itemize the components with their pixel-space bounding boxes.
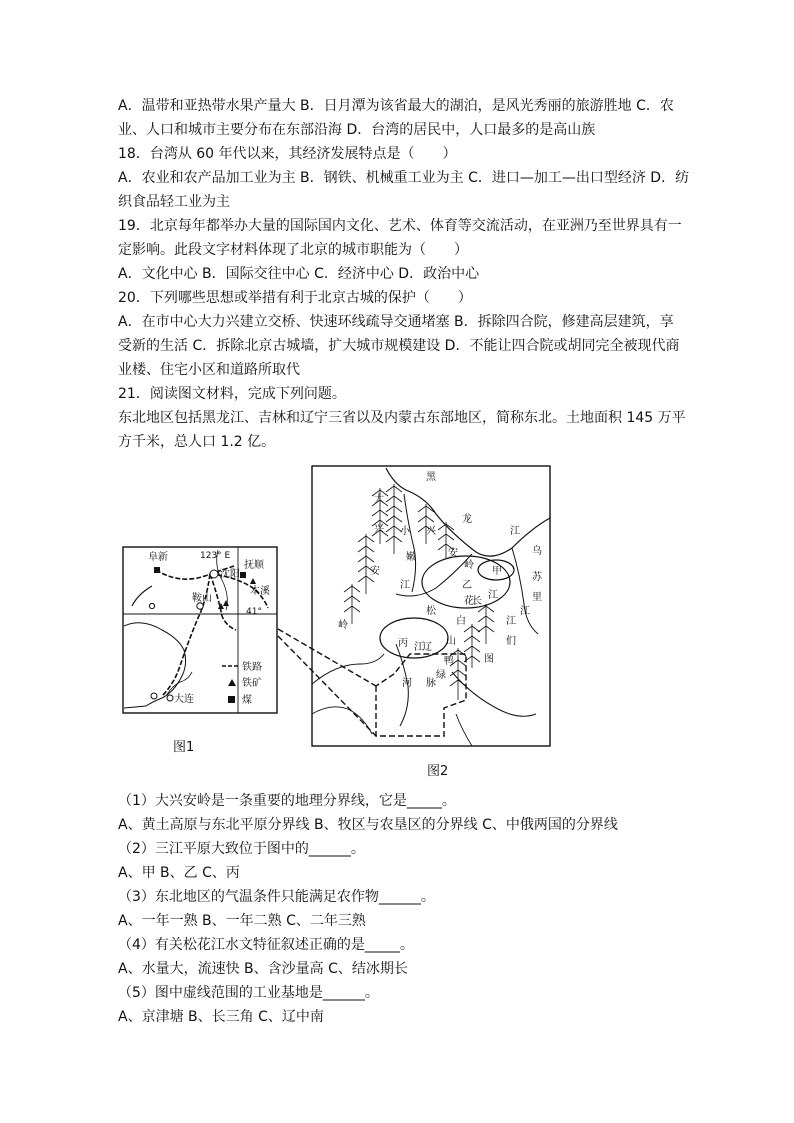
question-line: A、京津塘 B、长三角 C、辽中南 xyxy=(118,1009,324,1025)
fig2-label-an2: 安 xyxy=(448,548,458,559)
text-line: 20．下列哪些思想或举措有利于北京古城的保护（ ） xyxy=(118,290,472,306)
fig2-label-xing: 兴 xyxy=(374,524,384,535)
figure-1-map xyxy=(122,546,278,714)
text-line: 业、人口和城市主要分布在东部沿海 D．台湾的居民中，人口最多的是高山族 xyxy=(118,122,596,138)
text-line: A．文化中心 B．国际交往中心 C．经济中心 D．政治中心 xyxy=(118,266,480,282)
fig2-label-men: 们 xyxy=(506,636,516,647)
fig2-label-ling2: 岭 xyxy=(464,560,474,571)
fig2-label-wu: 乌 xyxy=(532,546,542,557)
figure-2-caption: 图2 xyxy=(427,764,449,779)
text-line: 定影响。此段文字材料体现了北京的城市职能为（ ） xyxy=(118,242,468,258)
text-line: 受新的生活 C．拆除北京古城墙，扩大城市规模建设 D．不能让四合院或胡同完全被现代商 xyxy=(118,338,680,354)
fig1-city-fuxin: 阜新 xyxy=(148,552,168,563)
question-line: （2）三江平原大致位于图中的______。 xyxy=(118,841,365,857)
fig2-label-nen: 嫩 xyxy=(406,552,416,563)
fig1-legend-iron: 铁矿 xyxy=(242,678,262,689)
text-line: A．农业和农产品加工业为主 B．钢铁、机械重工业为主 C．进口—加工—出口型经济 D．纺 xyxy=(118,170,690,186)
fig2-label-liao: 辽 xyxy=(422,642,432,653)
fig1-city-dalian: 大连 xyxy=(174,694,194,705)
fig2-label-bai: 白 xyxy=(456,616,466,627)
fig2-label-xiao: 小 xyxy=(400,526,410,537)
text-line: 18．台湾从 60 年代以来，其经济发展特点是（ ） xyxy=(118,146,457,162)
fig1-city-benxi: 本溪 xyxy=(250,586,270,597)
fig2-region-bing: 丙 xyxy=(398,638,408,649)
fig2-label-jiang3: 江 xyxy=(488,590,498,601)
text-line: A．温带和亚热带水果产量大 B．日月潭为该省最大的湖泊，是风光秀丽的旅游胜地 C．农 xyxy=(118,98,674,114)
fig2-label-da: 大 xyxy=(374,494,384,505)
fig2-label-lu: 绿 xyxy=(436,670,446,681)
question-line: A、甲 B、乙 C、丙 xyxy=(118,865,240,881)
fig2-label-shan: 山 xyxy=(446,636,456,647)
text-line: 方千米，总人口 1.2 亿。 xyxy=(118,434,276,450)
fig2-label-ling: 岭 xyxy=(338,620,348,631)
fig2-label-he: 河 xyxy=(402,678,412,689)
fig2-label-jiang4: 江 xyxy=(400,580,410,591)
fig2-label-li: 里 xyxy=(532,592,542,603)
fig1-city-shenyang: 沈阳 xyxy=(220,569,240,580)
fig2-label-jiang: 江 xyxy=(510,526,520,537)
fig1-city-fushun: 抚顺 xyxy=(244,560,264,571)
fig1-legend-coal: 煤 xyxy=(242,695,252,706)
fig2-label-chang: 长 xyxy=(472,596,482,607)
text-line: 东北地区包括黑龙江、吉林和辽宁三省以及内蒙古东部地区，简称东北。土地面积 145 万平 xyxy=(118,410,686,426)
fig2-label-ya: 鸭 xyxy=(444,656,454,667)
fig1-city-anshan: 鞍山 xyxy=(192,593,212,604)
fig1-legend-railway: 铁路 xyxy=(242,662,262,673)
question-line: （5）图中虚线范围的工业基地是______。 xyxy=(118,985,379,1001)
text-line: A．在市中心大力兴建立交桥、快速环线疏导交通堵塞 B．拆除四合院，修建高层建筑，享 xyxy=(118,314,674,330)
question-line: （4）有关松花江水文特征叙述正确的是_____。 xyxy=(118,937,414,953)
question-line: A、黄土高原与东北平原分界线 B、牧区与农垦区的分界线 C、中俄两国的分界线 xyxy=(118,817,618,833)
fig2-label-hua: 花 xyxy=(464,596,474,607)
question-line: A、一年一熟 B、一年二熟 C、二年三熟 xyxy=(118,913,366,929)
fig2-label-su: 苏 xyxy=(532,572,542,583)
text-line: 织食品轻工业为主 xyxy=(118,194,230,210)
fig2-label-jiang6: 江 xyxy=(414,642,424,653)
text-line: 业楼、住宅小区和道路所取代 xyxy=(118,362,300,378)
question-line: （1）大兴安岭是一条重要的地理分界线，它是_____。 xyxy=(118,793,456,809)
figure-1-caption: 图1 xyxy=(173,740,195,755)
question-line: A、水量大，流速快 B、含沙量高 C、结冰期长 xyxy=(118,961,408,977)
text-line: 21．阅读图文材料，完成下列问题。 xyxy=(118,386,346,402)
fig2-label-xing2: 兴 xyxy=(426,526,436,537)
fig2-label-jiang5: 江 xyxy=(506,616,516,627)
fig2-label-long: 龙 xyxy=(462,514,472,525)
fig2-region-jia: 甲 xyxy=(492,566,502,577)
fig1-latitude: 41° xyxy=(246,607,262,617)
figure-2-map xyxy=(276,464,552,748)
fig2-label-tu: 图 xyxy=(484,654,494,665)
fig2-label-jiang2: 江 xyxy=(520,606,530,617)
fig2-region-yi: 乙 xyxy=(462,580,472,591)
fig1-longitude: 123° E xyxy=(200,551,231,561)
fig2-label-mai: 脉 xyxy=(426,678,436,689)
text-line: 19．北京每年都举办大量的国际国内文化、艺术、体育等交流活动，在亚洲乃至世界具有一 xyxy=(118,218,682,234)
fig2-label-hei: 黑 xyxy=(426,472,436,483)
fig2-label-an: 安 xyxy=(370,566,380,577)
fig2-label-song: 松 xyxy=(426,606,436,617)
question-line: （3）东北地区的气温条件只能满足农作物______。 xyxy=(118,889,435,905)
